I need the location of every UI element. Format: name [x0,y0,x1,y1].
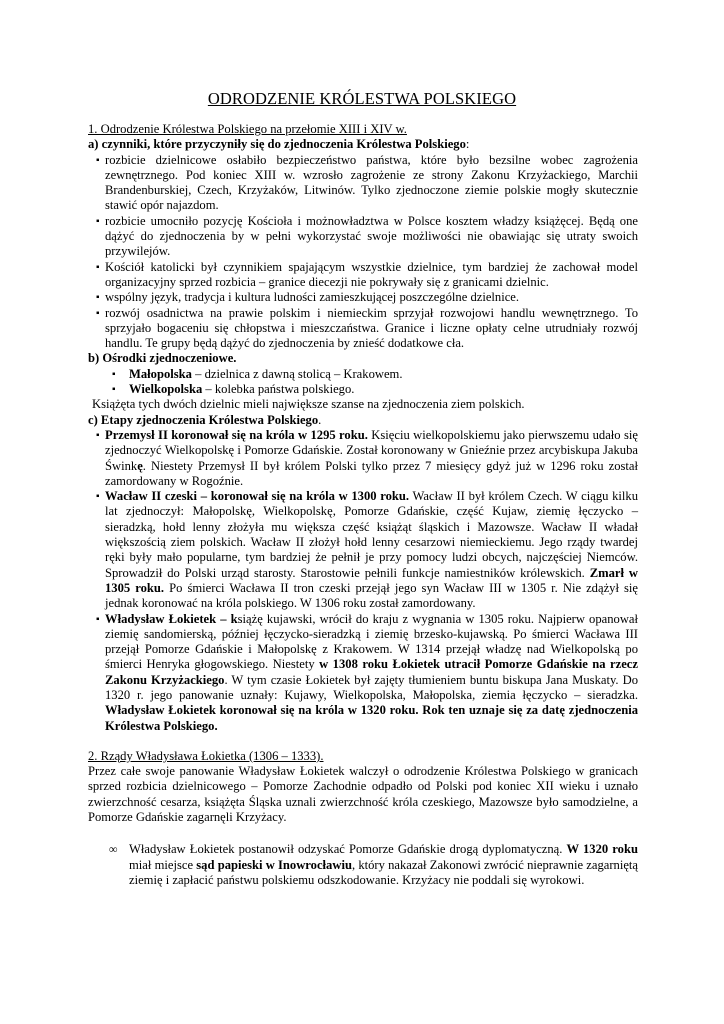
subsection-c-heading [88,413,638,428]
center-item [88,382,638,397]
bullet-text: , który nakazał Zakonowi zwrócić nieprawnie zagarniętą ziemię i zapłacić państwu polskiemu odszkodowanie. Krzyżacy nie poddali się wyrokowi. [129,857,638,887]
bullet-text: miał miejsce [129,857,197,872]
factor-item: ▪ Kościół katolicki był czynnikiem spajającym wszystkie dzielnice, tym bardziej że zachował model organizacyjny sprzed rozbicia – granice diecezji nie pokrywały się z granicami dzielnic. [88,260,638,291]
center-name: Małopolska [129,366,192,381]
stage-bold-fragment: ę [137,458,143,473]
document-body [88,122,638,888]
factor-item: ▪ rozwój osadnictwa na prawie polskim i niemieckim sprzyjał rozwojowi handlu wewnętrznego. To sprzyjało bogaceniu się chłopstwa i mieszczaństwa. Granice i liczne opłaty celne utrudniały rozwój handlu. Te grupy będą dążyć do zjednoczenia by znieść dodatkowe cła. [88,306,638,352]
factor-item: ▪ rozbicie dzielnicowe osłabiło bezpieczeństwo państwa, które było bezsilne wobec zagrożenia zewnętrznego. Pod koniec XIII w. wzrosło zagrożenie ze strony Zakonu Krzyżackiego, Marchii Brandenburskiej, Czech, Krzyżaków, Litwinów. Tylko zjednoczone ziemie polskie mogły skutecznie stawić opór najazdom. [88,153,638,214]
center-name: Wielkopolska [129,382,203,397]
stage-bold-fragment: Zmarł w 1305 roku. [105,565,638,595]
stage-text: Księciu wielkopolskiemu jako pierwszemu udało się zjednoczyć Wielkopolskę i Pomorze Gdańskie. Został koronowany w Gnieźnie przez arcybiskupa Jakuba Śwink [105,427,638,473]
stage-waclaw [88,489,638,611]
infinity-bullet-icon: ∞ [109,842,118,857]
subsection-a-heading [88,137,638,152]
center-desc: – dzielnica z dawną stolicą – Krakowem. [191,366,403,381]
factor-item: ▪ wspólny język, tradycja i kultura ludności zamieszkującej poszczególne dzielnice. [88,290,638,305]
subsection-c-title: c) Etapy zjednoczenia Królestwa Polskiego [88,412,319,427]
stage-lokietek [88,612,638,734]
stage-text: . W tym czasie Łokietek był zajęty tłumieniem buntu biskupa Jana Muskaty. Do 1320 r. jego panowanie uznały: Kujawy, Wielkopolska, Małopolska, ziemia łęczycko – sieradzka. [105,672,638,702]
bullet-bold: W 1320 roku [566,842,638,857]
spacer [88,734,638,749]
spacer [88,825,638,842]
stage-bold-fragment: Władysław Łokietek koronował się na króla w 1320 roku. Rok ten uznaje się za datę zjednoczenia Królestwa Polskiego. [105,703,638,733]
section-2-heading: 2. Rządy Władysława Łokietka (1306 – 1333). [88,748,324,763]
bullet-text: Władysław Łokietek postanowił odzyskać Pomorze Gdańskie drogą dyplomatyczną. [129,842,567,857]
subsection-a-title: a) czynniki, które przyczyniły się do zjednoczenia Królestwa Polskiego [88,137,466,152]
subsection-c-dot: . [318,412,322,427]
subsection-b-heading: b) Ośrodki zjednoczeniowe. [88,351,237,366]
stage-title: Wacław II czeski – koronował się na króla w 1300 roku. [105,489,410,504]
infinity-bullet-item [88,842,638,888]
centers-list [88,367,638,398]
section-2-paragraph: Przez całe swoje panowanie Władysław Łokietek walczył o odrodzenie Królestwa Polskiego w granicach sprzed rozbicia dzielnicowego – Pomorze Zachodnie odpadło od Polski pod koniec XII wieku i uznało zwierzchność cesarza, książęta Śląska uznali zwierzchność króla czeskiego, Mazowsze było samodzielne, a Pomorze Gdańskie zagarnęli Krzyżacy. [88,764,638,825]
section-1-heading: 1. Odrodzenie Królestwa Polskiego na przełomie XIII i XIV w. [88,122,407,136]
stage-text: Po śmierci Wacława II tron czeski przejął jego syn Wacław III w 1305 r. Nie zdążył się jednak koronować na króla polskiego. W 1306 roku został zamordowany. [105,580,638,611]
page-title: ODRODZENIE KRÓLESTWA POLSKIEGO [207,89,517,108]
center-item [88,367,638,382]
factors-list [88,153,638,352]
stage-title: Władysław Łokietek – k [105,611,238,626]
center-desc: – kolebka państwa polskiego. [202,382,355,397]
subsection-a-colon: : [465,137,470,152]
stage-przemysl [88,428,638,489]
stage-title: Przemysł II koronował się na króla w 1295 roku. [105,427,368,442]
factor-item: ▪ rozbicie umocniło pozycję Kościoła i możnowładztwa w Polsce kosztem władzy książęcej. Będą one dążyć do zjednoczenia by w pełni wykorzystać swoje możliwości nie obawiając się utraty swoich przywilejów. [88,214,638,260]
bullet-bold: sąd papieski w Inowrocławiu [196,857,352,872]
centers-note: Książęta tych dwóch dzielnic mieli największe szanse na zjednoczenia ziem polskich. [92,397,525,412]
stage-text: . Niestety Przemysł II był królem Polski tylko przez 7 miesięcy gdyż już w 1296 roku został zamordowany w Rogoźnie. [105,458,638,488]
stage-bold-fragment: w 1308 roku Łokietek utracił Pomorze Gdańskie na rzecz Zakonu Krzyżackiego [105,657,638,687]
stage-text: siążę kujawski, wrócił do kraju z wygnania w 1305 roku. Najpierw opanował ziemię sandomierską, później łęczycko-sieradzką i ziemię brzesko-kujawską. Po śmierci Wacława III przejął Pomorze Gdańskie i Małopolskę z Krakowem. W 1314 przejął władzę nad Wielkopolską po śmierci Henryka głogowskiego. Niestety [105,611,639,672]
stage-text: Wacław II był królem Czech. W ciągu kilku lat zjednoczył: Małopolskę, Wielkopolskę, Pomorze Gdańskie, część Kujaw, ziemię łęczycko – sieradzką, hołd lenny złożyła mu większa część książąt śląskich i Mazowsze. Wacław II władał większością ziem polskich. Wacław II złożył hołd lenny cesarzowi niemieckiemu. Jego rządy twardej ręki były mało popularne, tym bardziej że pełnił je przy pomocy ludzi obcych, najczęściej Niemców. Sprowadził do Polski urząd starosty. Starostowie pełnili funkcje namiestników królewskich. [105,489,638,580]
stages-list [88,428,638,734]
